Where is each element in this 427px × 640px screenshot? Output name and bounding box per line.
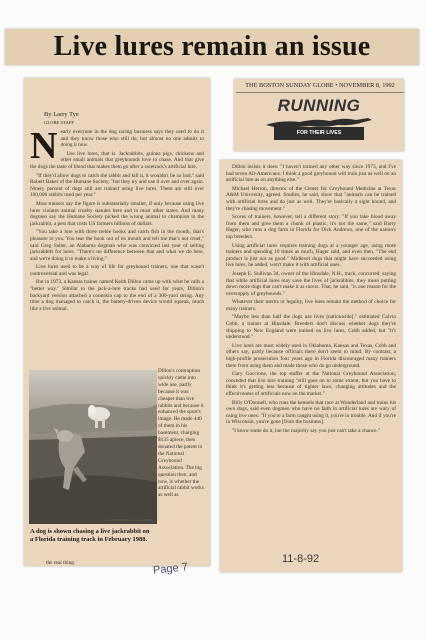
headline-clipping: [5, 29, 419, 65]
paragraph: Scores of trainers, however, tell a different story. "If you take blood away from them and give them a chunk of plastic, it's not the same," said Barry Hager, who runs a dog farm in Florida for Dick Andrews, one of the nation's top breeders.: [226, 214, 396, 240]
paragraph: "You take a lore with three treble hooks and catch fish in the mouth, that's pleasure to you. You tear the hook out of its mouth and tell me that's not cruel," said Greg Salter, an Alabama dogman who was convicted last year of selling jackrabbits for lures. "There's no difference between that and what we do here, and we're doing it to make a living.": [30, 229, 204, 262]
paragraph: "I know some do it, but the majority say you just can't take a chance.": [232, 427, 380, 434]
paragraph: Using artificial lures requires training dogs at a younger age, using more trainers and spending 10 times as much, Hager said, and even then, "The end product is just not as good." Midlevel dogs that might have succeeded using live lures, he added, won't make it with artificial ones.: [226, 242, 396, 269]
dog-chasing-rabbit-photo: [29, 370, 157, 524]
paragraph: But in 1973, a Kansas trainer named Keith Dillon came up with what he calls a "better way." Similar to the jack-a-lure tracks had used for years, Dillon's backyard version attached a coonskin cap to the end of a 300-yard string. Any time a dog managed to catch it, the battery-driven device would squeak, much like a live animal.: [30, 279, 204, 312]
paragraph: Joseph E. Sullivan 3d, owner of the Hinsdale, N.H., track, concurred, saying that while artificial lures may save the lives of jackrabbits, they mean putting down more dogs that can't make it as racers. That, he said, "is one reason for the oversupply of greyhounds.": [226, 270, 396, 297]
article-column-2: [220, 160, 402, 572]
photo-caption: A dog is shown chasing a live jackrabbit on a Florida training track in February 1988.: [30, 528, 150, 543]
logo-tagline: FOR THEIR LIVES: [274, 127, 364, 140]
paragraph: Michael Herron, director of the Center for Greyhound Medicine at Texas A&M University, agreed. Studies, he said, show that "animals can be trained with artificial lures and do just as well. They're basically a sight hound, and they're chasing movement.": [226, 185, 396, 212]
photo-credit: GLOBE PHOTO / GAIL KNAPP: [105, 518, 153, 522]
article-body-2: [226, 164, 396, 566]
photo-image: [29, 370, 157, 524]
paragraph: Live lures used to be a way of life for greyhound trainers, one that wasn't controversial and was legal.: [30, 264, 204, 277]
article-narrow-column: [158, 368, 206, 556]
paragraph: Billy O'Donnell, who runs the kennels that race at Wonderland and trains his own dogs, said even dogmen who have no faith in artificial lures are wary of using live ones: "If you're a farm caught using it, you're in trouble. And if you're in Wisconsin, you're gone [from the business].: [226, 399, 396, 426]
paragraph: Use live lures, that is. Jackrabbits, guinea pigs, chickens and other small animals that greyhounds love to chase. And that give the dogs the taste of blood that makes them go after a racetrack's artificial lure.: [30, 150, 204, 170]
series-logo: [256, 94, 382, 146]
byline-author: By Larry Tye: [44, 111, 79, 118]
dropcap: N: [30, 129, 58, 167]
paragraph: Live lures are most widely used in Oklahoma, Kansas and Texas, Cobb and others say, partly because officials there don't seem to mind. By contrast, a high-profile prosecution four years ago in Florida discouraged many trainers there from using them and made those who do go underground.: [226, 342, 396, 369]
handwritten-page-number: Page 7: [152, 561, 189, 577]
handwritten-date: 11-8-92: [282, 553, 320, 565]
article-end-line: the real thing.: [46, 560, 76, 566]
paragraph: Whatever their merits or legality, live lures remain the method of choice for many trainers.: [226, 299, 396, 312]
paragraph: Dillon insists it does: "I haven't trained any other way since 1973, and I've had seven All-Americans. I think a good greyhound will train just as well on an artificial lure as on anything else.": [226, 164, 396, 184]
article-body-1: [30, 129, 204, 367]
paragraph: "If they'd allow dogs to catch the rabbit and kill it, it wouldn't be so bad," said Robert Baker of the Humane Society, "but they try and use it over and over again. Ninety percent of dogs still are trained using live lures. There are still over 100,000 rabbits used per year.": [30, 172, 204, 199]
logo-word: RUNNING: [277, 96, 361, 115]
paragraph: "Maybe less than half the dogs use lives [nationwide]," estimated Calvin Cobb, a trainer at Hinsdale. Breeders don't discuss whether dogs they're shipping to New England were trained on live lures, Cobb added, but "it's understood.": [226, 314, 396, 341]
newspaper-dateline: THE BOSTON SUNDAY GLOBE • NOVEMBER 8, 1992: [236, 79, 404, 93]
paragraph: Most trainers say the figure is substantially smaller, if only because using live lures violates animal cruelty statutes here and in most other states. And many dogmen say the Humane Society picked the wrong animal to champion in the jackrabbit, a pest that costs US farmers billions of dollars.: [30, 200, 204, 227]
paragraph: early everyone in the dog racing business says they used to do it and they know those who still do, but almost no one admits to doing it now.: [60, 129, 204, 149]
byline-role: GLOBE STAFF: [44, 119, 74, 125]
headline: Live lures remain an issue: [53, 31, 371, 62]
byline: [44, 111, 194, 126]
paragraph: Gary Guccione, the top staffer at the National Greyhound Association, conceded that live lure training "still goes on to some extent, but you have to think it's getting less because of tighter laws, changing attitudes and the effectiveness of artificials now on the market.": [226, 371, 396, 397]
paragraph: Dillon's contraption quickly came into wide use, partly because it was cheaper than live rabbits and because it enhanced the sport's image. He made 440 of them in his basement, charging $135 apiece, then donated the patent to the National Greyhound Association. The big question then, and now, is whether the artificial rabbit works as well as: [158, 368, 204, 499]
